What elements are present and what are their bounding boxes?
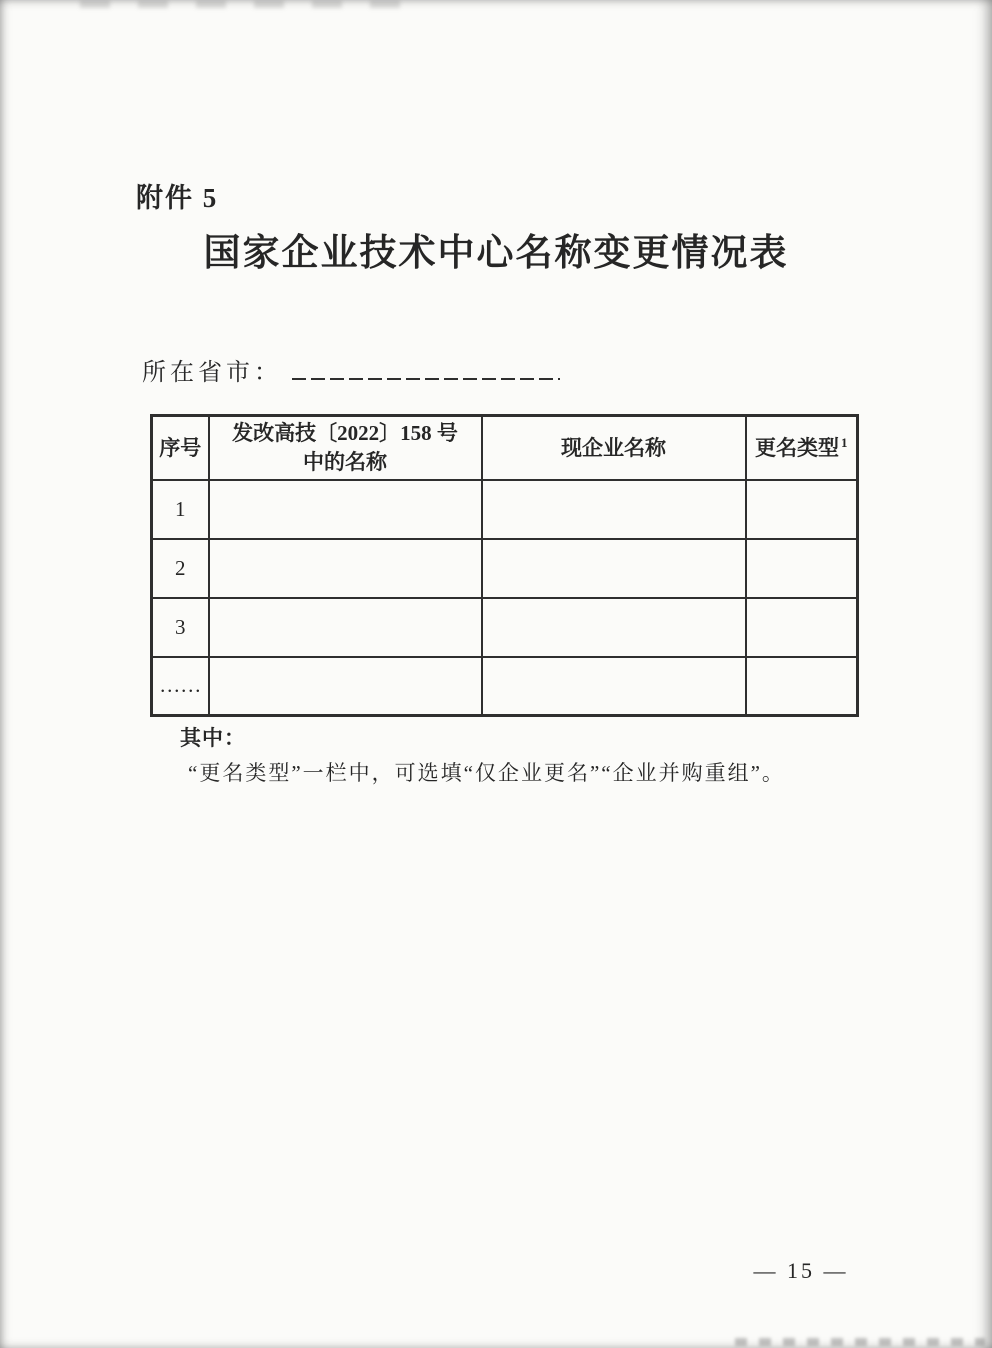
table-row (152, 539, 858, 598)
rename-type-cell (746, 598, 858, 657)
serial-cell: 3 (152, 598, 209, 657)
page-number: — 15 — (753, 1258, 849, 1283)
current-name-cell (482, 539, 746, 598)
notes-line: “更名类型”一栏中，可选填“仅企业更名”“企业并购重组”。 (188, 761, 785, 785)
col-header-serial (152, 416, 209, 480)
rename-type-cell (746, 539, 858, 598)
scan-artifact-top (80, 0, 420, 8)
scan-artifact-bottom (735, 1338, 985, 1346)
table-row (152, 480, 858, 539)
attachment-label: 附件 5 (136, 183, 219, 213)
col-header-rename-type-label: 更名类型 (755, 435, 839, 460)
table-header-row (152, 416, 858, 480)
rename-type-footnote-marker: 1 (841, 434, 848, 450)
table-row (152, 598, 858, 657)
col-header-serial-label: 序号 (159, 435, 202, 460)
old-name-cell (209, 598, 482, 657)
col-header-current-name (482, 416, 746, 480)
current-name-cell (482, 480, 746, 539)
current-name-cell (482, 657, 746, 716)
name-change-table (150, 414, 859, 717)
old-name-cell (209, 539, 482, 598)
col-header-old-name-line2: 中的名称 (303, 449, 387, 474)
table-row (152, 657, 858, 716)
col-header-current-name-label: 现企业名称 (561, 435, 666, 460)
province-blank-line (292, 355, 560, 380)
col-header-old-name-line1: 发改高技〔2022〕158 号 (232, 421, 458, 446)
old-name-cell (209, 480, 482, 539)
col-header-old-name (209, 416, 482, 480)
serial-cell: …… (152, 657, 209, 716)
page-title: 国家企业技术中心名称变更情况表 (203, 233, 789, 274)
serial-cell: 1 (152, 480, 209, 539)
rename-type-cell (746, 657, 858, 716)
current-name-cell (482, 598, 746, 657)
province-field-label: 所在省市： (142, 360, 282, 386)
col-header-rename-type (746, 416, 858, 480)
rename-type-cell (746, 480, 858, 539)
province-field (142, 352, 560, 387)
notes-heading: 其中： (180, 726, 246, 750)
old-name-cell (209, 657, 482, 716)
serial-cell: 2 (152, 539, 209, 598)
